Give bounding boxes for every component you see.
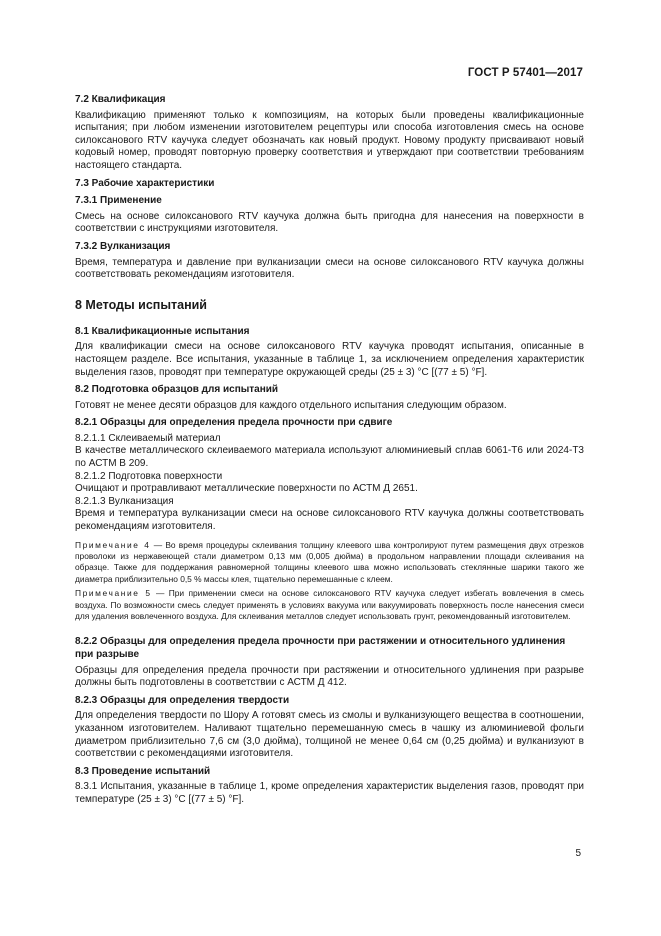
section-7-3-2-text: Время, температура и давление при вулканизации смеси на основе силоксанового RTV каучука должны соответствовать рекомендациям изготовителя. <box>75 256 584 281</box>
note-5 <box>75 588 584 622</box>
section-8-2-3-text: Для определения твердости по Шору А готовят смесь из смолы и вулканизующего вещества в соотношении, указанном изготовителем. Наливают тщательно перемешанную смесь в чашку из алюминиевой фольги диаметром приблизительно 7,6 см (3,0 дюйма), толщиной не менее 0,64 см (0,25 дюйма) и вулканизуют в соответствии с рекомендациями изготовителя. <box>75 710 584 760</box>
page-number: 5 <box>575 848 581 859</box>
note-4-text: — Во время процедуры склеивания толщину клеевого шва контролируют путем размещения двух отрезков проволоки из нержавеющей стали диаметром 0,13 мм (0,005 дюйма) в продольном направлении площади склеивания на образце. Также для поддержания равномерной толщины клеевого шва можно использовать стеклянные шарики такого же диаметра приблизительно 0,5 % массы клея, тщательно перемешанные с клеем. <box>75 539 584 584</box>
note-4-label: Примечание 4 <box>75 539 151 550</box>
section-8-2-1-2-text: Очищают и протравливают металлические поверхности по АСТМ Д 2651. <box>75 483 418 495</box>
section-7-3-1-text: Смесь на основе силоксанового RTV каучука должна быть пригодна для нанесения на поверхности в соответствии с инструкциями изготовителя. <box>75 210 584 235</box>
section-8-2-1-3-text: Время и температура вулканизации смеси на основе силоксанового RTV каучука должны соответствовать рекомендациям изготовителя. <box>75 508 584 533</box>
section-7-3-title: 7.3 Рабочие характеристики <box>75 177 215 189</box>
section-8-2-3-title: 8.2.3 Образцы для определения твердости <box>75 694 290 706</box>
section-8-2-title: 8.2 Подготовка образцов для испытаний <box>75 384 279 396</box>
section-7-3-1-title: 7.3.1 Применение <box>75 195 162 207</box>
section-8-2-1-1-title: 8.2.1.1 Склеиваемый материал <box>75 432 221 444</box>
section-8-2-1-3-title: 8.2.1.3 Вулканизация <box>75 495 174 507</box>
section-8-2-1-1-text: В качестве металлического склеиваемого материала используют алюминиевый сплав 6061-Т6 или 2024-Т3 по АСТМ В 209. <box>75 445 584 470</box>
section-8-2-2-text: Образцы для определения предела прочности при растяжении и относительного удлинения при разрыве должны быть подготовлены в соответствии с АСТМ Д 412. <box>75 664 584 689</box>
section-7-2-text: Квалификацию применяют только к композициям, на которых были проведены квалификационные испытания; при любом изменении изготовителем рецептуры или способа изготовления смесь на основе силоксанового RTV каучука следует обозначать как новый продукт. Новому продукту присваивают новый кодовый номер, проводят повторную проверку соответствия и утверждают при соответствии требованиям настоящего стандарта. <box>75 109 584 171</box>
page-content <box>75 94 584 807</box>
note-4 <box>75 540 584 586</box>
document-code-header: ГОСТ Р 57401—2017 <box>467 67 583 79</box>
section-8-2-2-title: 8.2.2 Образцы для определения предела прочности при растяжении и относительного удлинения при разрыве <box>75 636 566 661</box>
section-7-3-2-title: 7.3.2 Вулканизация <box>75 240 171 252</box>
section-8-3-text: 8.3.1 Испытания, указанные в таблице 1, кроме определения характеристик выделения газов, проводят при температуре (25 ± 3) °С [(77 ± 5) °F]. <box>75 781 584 805</box>
section-8-2-text: Готовят не менее десяти образцов для каждого отдельного испытания следующим образом. <box>75 399 507 411</box>
section-8-title: 8 Методы испытаний <box>75 297 207 312</box>
section-8-3-title: 8.3 Проведение испытаний <box>75 765 211 777</box>
section-8-1-title: 8.1 Квалификационные испытания <box>75 325 250 337</box>
section-8-2-1-2-title: 8.2.1.2 Подготовка поверхности <box>75 470 223 482</box>
note-5-label: Примечание 5 <box>75 588 152 599</box>
section-8-1-text: Для квалификации смеси на основе силоксанового RTV каучука проводят испытания, описанные в настоящем разделе. Все испытания, указанные в таблице 1, за исключением определения характеристик выделения газов, проводят при температуре окружающей среды (25 ± 3) °С [(77 ± 5) °F]. <box>75 341 584 378</box>
note-5-text: — При применении смеси на основе силоксанового RTV каучука следует избегать вовлечения в смесь воздуха. По возможности смесь следует применять в условиях вакуума или вакуумировать поверхность после нанесения смеси для удаления вовлеченного воздуха. Для склеивания металлов следует использовать грунт, рекомендованный изготовителем. <box>75 588 584 622</box>
section-7-2-title: 7.2 Квалификация <box>75 94 166 105</box>
section-8-2-1-title: 8.2.1 Образцы для определения предела прочности при сдвиге <box>75 417 393 429</box>
